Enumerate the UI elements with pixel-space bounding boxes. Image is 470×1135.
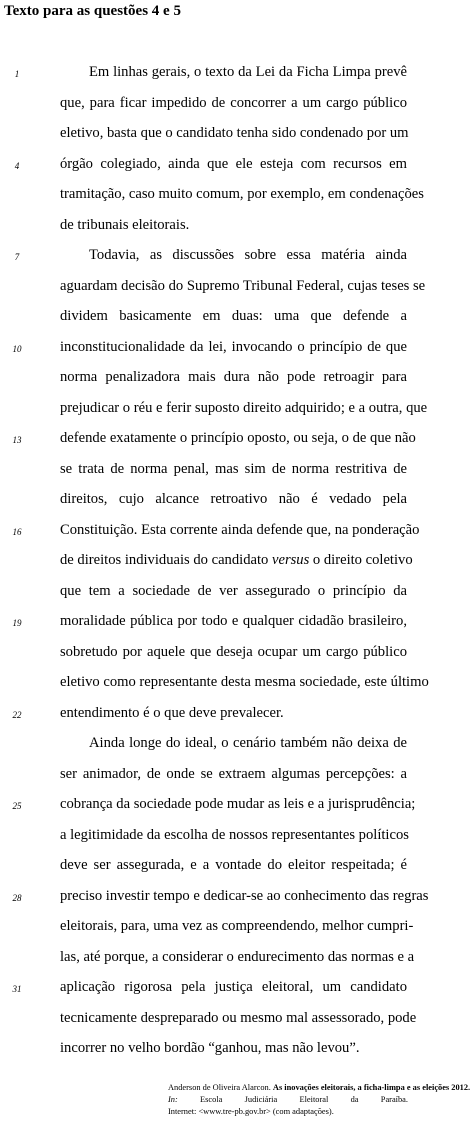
text-line: aguardam decisão do Supremo Tribunal Federal, cujas teses se (60, 277, 426, 294)
line-number: 25 (12, 801, 22, 811)
text-line: inconstitucionalidade da lei, invocando o princípio de que (60, 338, 407, 355)
text-line: órgão colegiado, ainda que ele esteja com recursos em (60, 155, 407, 172)
credit-in-label: In: (168, 1095, 178, 1104)
text-line: prejudicar o réu e ferir suposto direito adquirido; e a outra, que (60, 399, 428, 416)
text-line: aplicação rigorosa pela justiça eleitoral, um candidato (60, 979, 407, 995)
line-number: 1 (14, 69, 20, 79)
text-line: de tribunais eleitorais. (60, 216, 190, 233)
credit-internet: Internet: <www.tre-pb.gov.br> (com adaptações). (168, 1107, 334, 1116)
line-number: 19 (12, 618, 22, 628)
text-line: deve ser assegurada, e a vontade do eleitor respeitada; é (60, 857, 407, 873)
text-line: eletivo como representante desta mesma sociedade, este último (60, 674, 429, 690)
text-line: norma penalizadora mais dura não pode retroagir para (60, 369, 407, 385)
text-line: Constituição. Esta corrente ainda defende que, na ponderação (60, 521, 420, 538)
text-line: eleitorais, para, uma vez as compreendendo, melhor cumpri- (60, 918, 414, 934)
line-number: 4 (14, 160, 20, 171)
line-number: 31 (12, 984, 22, 994)
text-line: que, para ficar impedido de concorrer a um cargo público (60, 94, 407, 111)
source-credit (168, 1082, 470, 1118)
line-number: 13 (12, 435, 22, 445)
credit-row-1 (168, 1082, 470, 1094)
text-line: de direitos individuais do candidato versus o direito coletivo (60, 552, 413, 568)
text-line: tecnicamente despreparado ou mesmo mal assessorado, pode (60, 1009, 417, 1026)
text-line: Ainda longe do ideal, o cenário também não deixa de (89, 735, 407, 751)
text-line: cobrança da sociedade pode mudar as leis e a jurisprudência; (60, 796, 416, 812)
text-line: se trata de norma penal, mas sim de norma restritiva de (60, 460, 407, 477)
credit-row-2 (168, 1094, 408, 1106)
text-line: que tem a sociedade de ver assegurado o princípio da (60, 582, 407, 599)
line-number: 28 (12, 892, 22, 903)
credit-publisher: Escola Judiciária Eleitoral da Paraíba. (200, 1095, 408, 1104)
line-number: 7 (14, 252, 20, 262)
page-title: Texto para as questões 4 e 5 (4, 3, 181, 19)
text-line: a legitimidade da escolha de nossos representantes políticos (60, 826, 409, 843)
text-line: incorrer no velho bordão “ganhou, mas não levou”. (60, 1040, 360, 1056)
text-line: ser animador, de onde se extraem algumas percepções: a (60, 765, 407, 782)
text-line: defende exatamente o princípio oposto, ou seja, o de que não (60, 430, 416, 446)
text-line: preciso investir tempo e dedicar-se ao conhecimento das regras (60, 887, 429, 904)
text-line: tramitação, caso muito comum, por exemplo, em condenações (60, 186, 424, 202)
text-line: Em linhas gerais, o texto da Lei da Ficha Limpa prevê (89, 64, 407, 80)
credit-work: As inovações eleitorais, a ficha-limpa e as eleições 2012. (272, 1083, 470, 1092)
text-line: direitos, cujo alcance retroativo não é vedado pela (60, 491, 407, 507)
text-line: dividem basicamente em duas: uma que defende a (60, 308, 407, 324)
text-line: las, até porque, a considerar o endurecimento das normas e a (60, 948, 415, 965)
text-line: Todavia, as discussões sobre essa matéria ainda (89, 247, 407, 263)
text-line: eletivo, basta que o candidato tenha sido condenado por um (60, 125, 409, 141)
text-line: entendimento é o que deve prevalecer. (60, 704, 284, 721)
line-number: 22 (12, 709, 22, 720)
text-line: sobretudo por aquele que deseja ocupar um cargo público (60, 643, 407, 660)
credit-author: Anderson de Oliveira Alarcon. (168, 1083, 271, 1092)
text-line: moralidade pública por todo e qualquer cidadão brasileiro, (60, 613, 407, 629)
line-number: 10 (12, 343, 22, 354)
line-number: 16 (12, 526, 22, 537)
